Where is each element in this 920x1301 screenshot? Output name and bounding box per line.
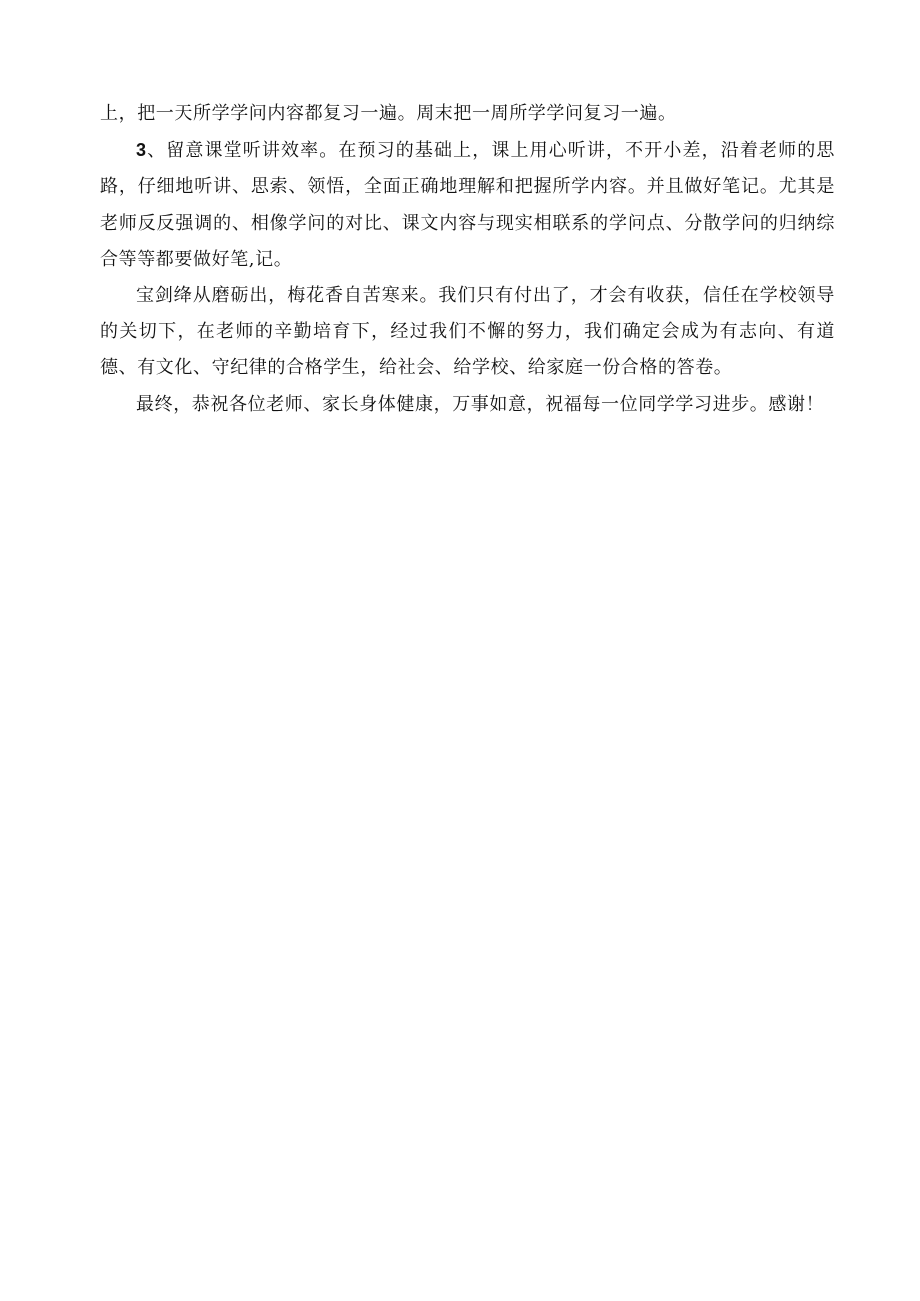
- paragraph-2-number: 3: [136, 140, 147, 161]
- paragraph-1: [100, 96, 835, 132]
- paragraph-4-text: 最终，恭祝各位老师、家长身体健康，万事如意，祝福每一位同学学习进步。感谢！: [136, 393, 825, 415]
- paragraph-2: [100, 132, 835, 278]
- paragraph-1-text: 上，把一天所学学问内容都复习一遍。周末把一周所学学问复习一遍。: [100, 103, 677, 124]
- paragraph-4: [100, 387, 835, 423]
- document-body: [100, 96, 835, 423]
- paragraph-3: [100, 278, 835, 387]
- paragraph-2-text: 、留意课堂听讲效率。在预习的基础上，课上用心听讲，不开小差，沿着老师的思路，仔细地听讲、思索、领悟，全面正确地理解和把握所学内容。并且做好笔记。尤其是老师反反强调的、相像学问的对比、课文内容与现实相联系的学问点、分散学问的归纳综合等等都要做好笔,记。: [100, 140, 835, 270]
- paragraph-3-text: 宝剑绛从磨砺出，梅花香自苦寒来。我们只有付出了，才会有收获，信任在学校领导的关切下，在老师的辛勤培育下，经过我们不懈的努力，我们确定会成为有志向、有道德、有文化、守纪律的合格学生，给社会、给学校、给家庭一份合格的答卷。: [100, 285, 835, 379]
